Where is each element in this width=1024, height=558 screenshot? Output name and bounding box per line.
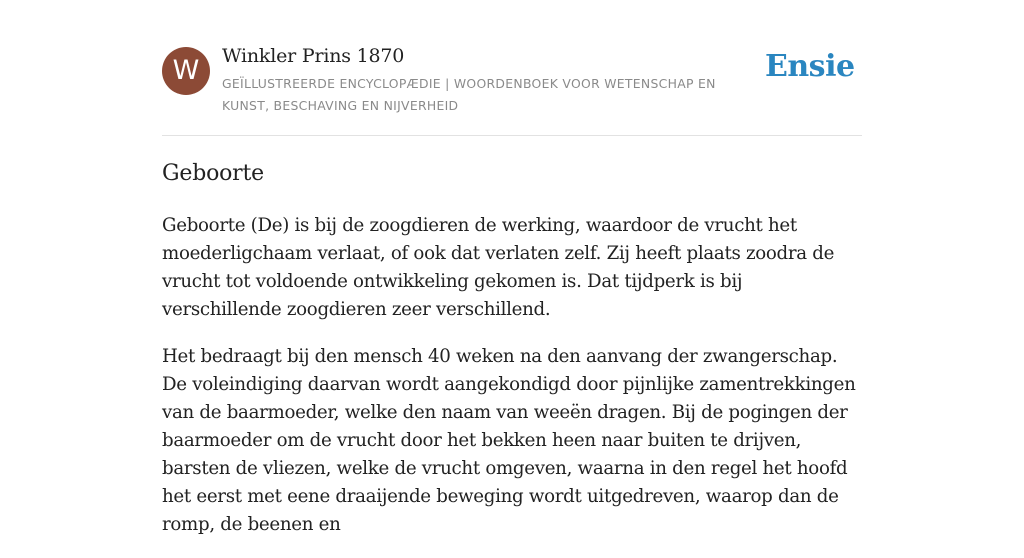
article-body	[162, 212, 866, 558]
header-divider	[162, 135, 862, 136]
source-subtitle: GEÏLLUSTREERDE ENCYCLOPÆDIE | WOORDENBOEK VOOR WETENSCHAP EN KUNST, BESCHAVING EN NIJVERHEID	[222, 76, 716, 113]
article-title: Geboorte	[162, 161, 264, 186]
article-paragraph: Het bedraagt bij den mensch 40 weken na den aanvang der zwangerschap. De voleindiging daarvan wordt aangekondigd door pijnlijke zamentrekkingen van de baarmoeder, welke den naam van weeën dragen. Bij de pogingen der baarmoeder om de vrucht door het bekken heen naar buiten te drijven, barsten de vliezen, welke de vrucht omgeven, waarna in den regel het hoofd het eerst met eene draaijende beweging wordt uitgedreven, waarop dan de romp, de beenen en	[162, 346, 856, 535]
source-title[interactable]: Winkler Prins 1870	[222, 45, 405, 67]
source-header	[162, 44, 862, 118]
article-paragraph: Geboorte (De) is bij de zoogdieren de werking, waardoor de vrucht het moederligchaam verlaat, of ook dat verlaten zelf. Zij heeft plaats zoodra de vrucht tot voldoende ontwikkeling gekomen is. Dat tijdperk is bij verschillende zoogdieren zeer verschillend.	[162, 215, 835, 320]
ensie-logo[interactable]: Ensie	[765, 49, 855, 84]
source-avatar: W	[162, 47, 210, 95]
